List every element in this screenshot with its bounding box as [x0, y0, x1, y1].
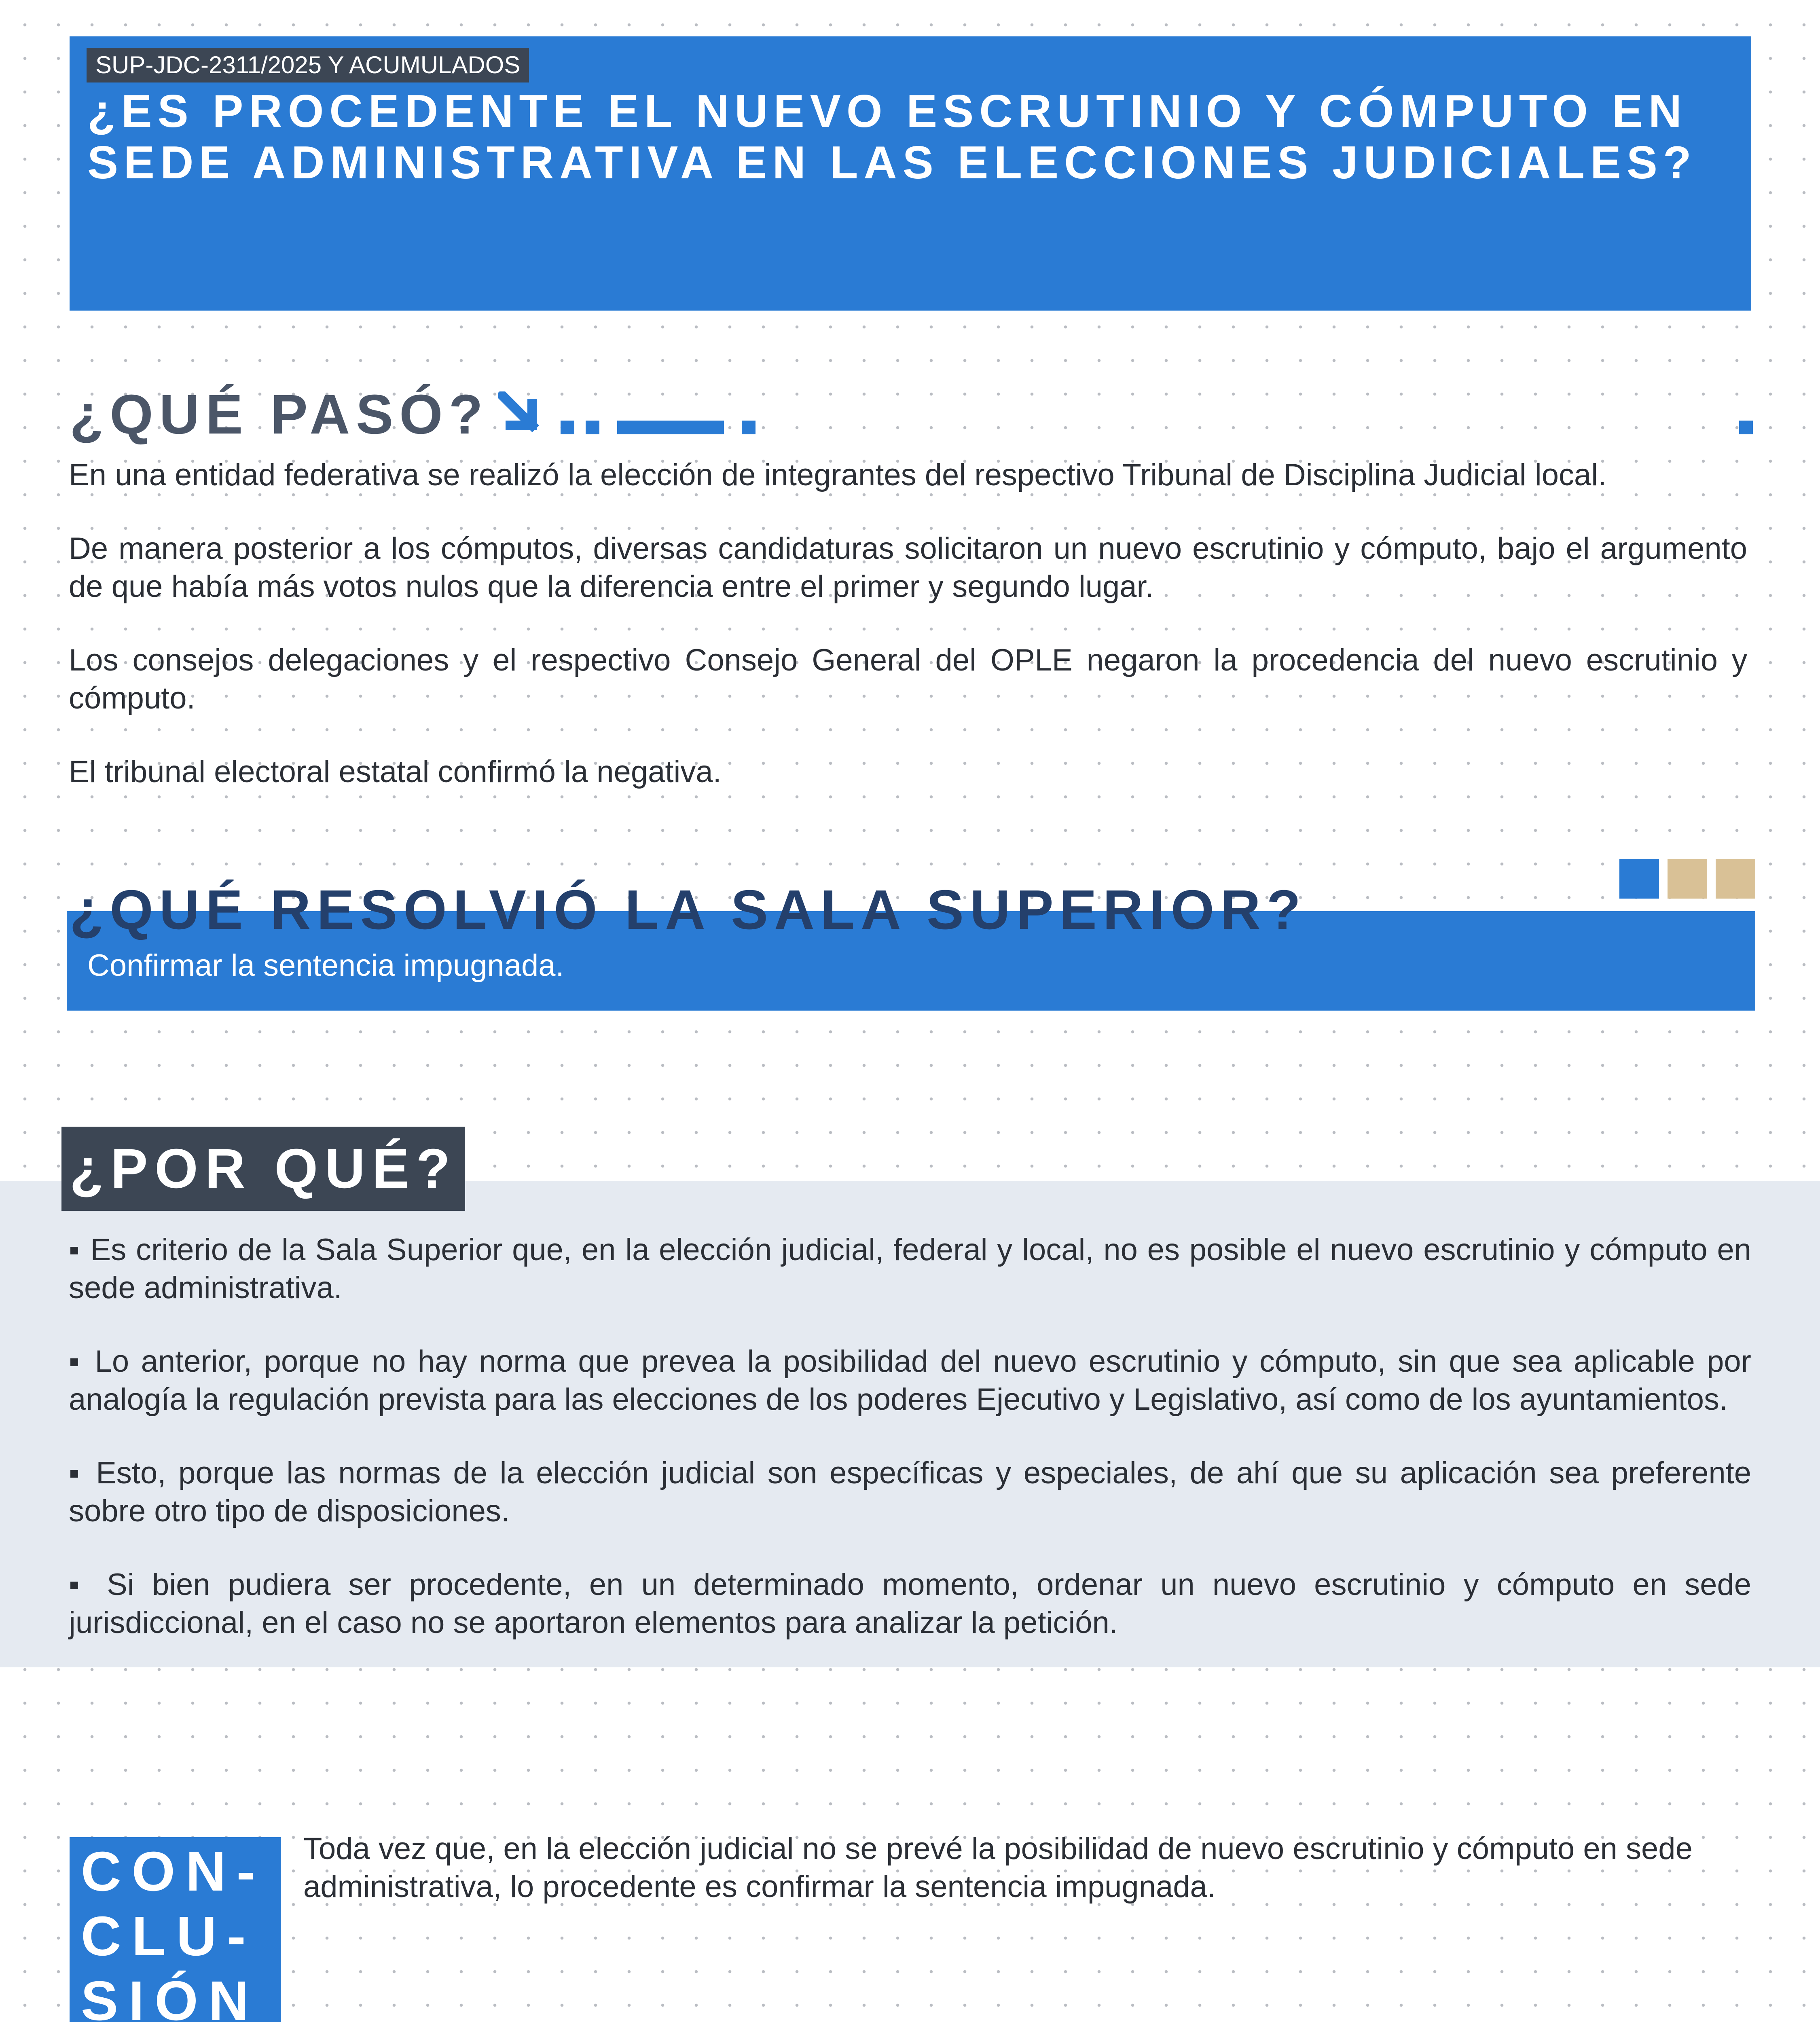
list-item: ▪ Si bien pudiera ser procedente, en un determinado momento, ordenar un nuevo escrutinio y cómputo en sede jurisdiccional, en el caso no se aportaron elementos para analizar la petición.	[69, 1567, 1751, 1640]
paragraph: El tribunal electoral estatal confirmó la negativa.	[69, 755, 722, 789]
resolution-text: Confirmar la sentencia impugnada.	[87, 948, 564, 983]
reasons-list	[69, 1231, 1751, 1677]
por-que-heading-tag	[61, 1127, 465, 1211]
list-item: ▪ Es criterio de la Sala Superior que, en la elección judicial, federal y local, no es posible el nuevo escrutinio y cómputo en sede administrativa.	[69, 1233, 1751, 1305]
paragraph: De manera posterior a los cómputos, diversas candidaturas solicitaron un nuevo escrutinio y cómputo, bajo el argumento de que había más votos nulos que la diferencia entre el primer y segundo lugar.	[69, 531, 1747, 604]
decorative-dot	[1739, 421, 1753, 434]
list-item: ▪ Esto, porque las normas de la elección judicial son específicas y especiales, de ahí que su aplicación sea preferente sobre otro tipo de disposiciones.	[69, 1456, 1751, 1528]
list-item: ▪ Lo anterior, porque no hay norma que prevea la posibilidad del nuevo escrutinio y cómputo, sin que sea aplicable por analogía la regulación prevista para las elecciones de los poderes Ejecutivo y Legislativo, así como de los ayuntamientos.	[69, 1344, 1751, 1417]
page-title: ¿ES PROCEDENTE EL NUEVO ESCRUTINIO Y CÓMPUTO EN SEDE ADMINISTRATIVA EN LAS ELECCIONES JUDICIALES?	[87, 86, 1697, 188]
decorative-dot	[586, 421, 599, 434]
que-paso-body	[69, 456, 1747, 827]
decorative-square	[1668, 859, 1707, 899]
decorative-square	[1619, 859, 1659, 899]
section-heading-que-paso: ¿QUÉ PASÓ?	[70, 383, 489, 446]
paragraph: Los consejos delegaciones y el respectivo Consejo General del OPLE negaron la procedencia del nuevo escrutinio y cómputo.	[69, 643, 1747, 715]
conclusion-label: CON- CLU- SIÓN	[81, 1840, 266, 2022]
paragraph: En una entidad federativa se realizó la elección de integrantes del respectivo Tribunal de Disciplina Judicial local.	[69, 458, 1607, 492]
case-number-tag: SUP-JDC-2311/2025 Y ACUMULADOS	[87, 48, 529, 82]
decorative-dot	[742, 421, 756, 434]
section-heading-por-que: ¿POR QUÉ?	[70, 1138, 457, 1200]
conclusion-text: Toda vez que, en la elección judicial no se prevé la posibilidad de nuevo escrutinio y cómputo en sede administrativa, lo procedente es confirmar la sentencia impugnada.	[303, 1832, 1693, 1904]
decorative-square	[1716, 859, 1755, 899]
arrow-down-right-icon	[498, 391, 544, 437]
decorative-dot	[561, 421, 574, 434]
decorative-dash	[617, 421, 724, 434]
section-heading-que-resolvio: ¿QUÉ RESOLVIÓ LA SALA SUPERIOR?	[70, 879, 1307, 941]
